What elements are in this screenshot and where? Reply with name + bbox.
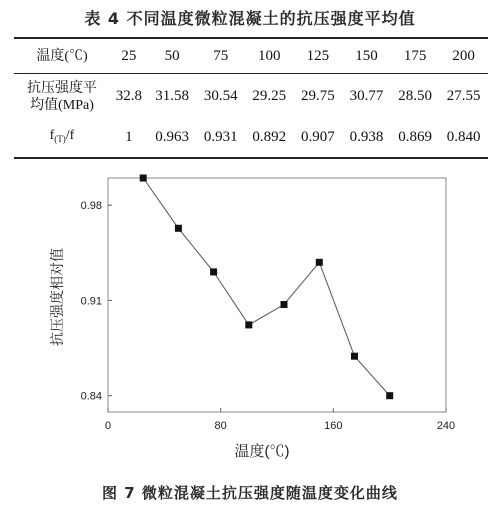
table-cell: 50: [164, 48, 180, 64]
table-cell: 0.869: [398, 128, 432, 145]
y-axis-label: 抗压强度相对值: [49, 248, 65, 346]
table-cell: 0.907: [301, 128, 335, 145]
row-label-strength-line2: 均值(MPa): [30, 97, 94, 113]
table-cell: 100: [258, 48, 281, 64]
y-tick-label: 0.84: [80, 390, 102, 403]
table-bottom-rule: [14, 157, 488, 159]
table-cell: 0.840: [446, 128, 481, 145]
row-label-strength: [14, 73, 110, 120]
data-point-marker: [281, 301, 288, 308]
table-cell: 30.54: [203, 88, 238, 104]
table-cell: 75: [213, 48, 229, 64]
chart-axes: [81, 178, 456, 432]
table-top-rule: [14, 37, 488, 39]
x-tick-label: 0: [104, 420, 112, 432]
row-label-ratio: [14, 120, 110, 154]
row-label-temperature: 温度(℃): [36, 49, 88, 64]
table-cell: 0.892: [252, 128, 287, 145]
table-row-ratio: [14, 120, 488, 154]
table-row-temperature: [14, 40, 488, 73]
data-point-marker: [175, 225, 182, 232]
data-point-marker: [140, 175, 147, 182]
data-point-marker: [316, 259, 323, 266]
table-cell: 29.75: [301, 88, 335, 104]
table-cell: 200: [452, 48, 475, 64]
x-tick-label: 240: [436, 420, 456, 432]
y-tick-label: 0.91: [80, 295, 102, 308]
data-point-marker: [210, 268, 217, 275]
table-cell: 28.50: [398, 88, 432, 104]
x-tick-label: 80: [214, 420, 227, 432]
table-title: 表 4 不同温度微粒混凝土的抗压强度平均值: [84, 9, 416, 28]
table-cell: 31.58: [155, 88, 189, 104]
ratio-subscript: (T): [54, 133, 66, 144]
table-cell: 30.77: [349, 88, 384, 104]
x-axis-label: 温度(℃): [234, 443, 290, 460]
strength-table: [14, 40, 488, 154]
chart-series: [140, 175, 394, 400]
table-row-strength: [14, 73, 488, 120]
row-label-strength-line1: 抗压强度平: [27, 80, 97, 96]
plot-frame: [108, 178, 446, 412]
table-cell: 0.938: [349, 128, 384, 145]
strength-vs-temperature-chart: [0, 165, 500, 470]
table-cell: 27.55: [446, 88, 481, 104]
y-tick-label: 0.98: [80, 200, 102, 213]
ratio-f: f: [49, 127, 55, 143]
x-tick-label: 160: [324, 420, 343, 432]
data-point-marker: [245, 321, 252, 328]
table-cell: 175: [403, 48, 427, 64]
figure-caption: 图 7 微粒混凝土抗压强度随温度变化曲线: [102, 484, 398, 502]
table-cell: 0.931: [203, 128, 238, 145]
data-point-marker: [351, 353, 358, 360]
data-point-marker: [386, 392, 393, 399]
table-cell: 32.8: [115, 88, 143, 104]
table-cell: 29.25: [252, 88, 287, 104]
series-line: [143, 178, 390, 396]
table-cell: 150: [355, 48, 378, 64]
table-cell: 1: [125, 128, 133, 145]
table-cell: 0.963: [155, 128, 189, 145]
ratio-tail: /f: [65, 127, 75, 143]
table-cell: 125: [306, 48, 330, 64]
table-cell: 25: [121, 48, 137, 64]
